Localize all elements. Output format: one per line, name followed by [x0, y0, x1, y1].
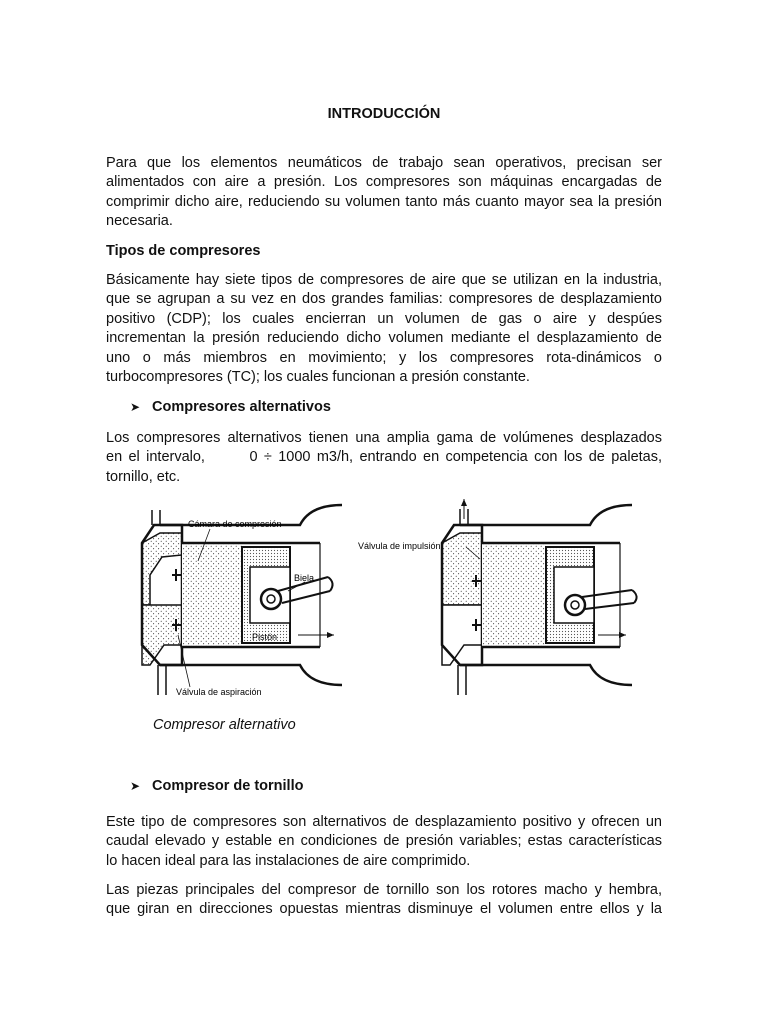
bullet-alternativos: [130, 399, 331, 415]
piezas-paragraph: [106, 881, 662, 920]
tornillo-paragraph: [106, 813, 662, 871]
tipos-line: Básicamente hay siete tipos de compresores de aire que se utilizan en la industria,: [106, 272, 662, 288]
alternativos-line: tornillo, etc.: [106, 468, 181, 485]
intro-line: alimentados con aire a presión. Los compresores son máquinas encargadas de: [106, 174, 662, 191]
figure-caption: Compresor alternativo: [153, 717, 296, 733]
label-impulsion: Válvula de impulsión: [358, 541, 441, 551]
label-camara: Cámara de compresión: [188, 519, 282, 529]
label-piston: Pistón: [252, 632, 278, 642]
tipos-line: incrementan la presión reduciendo dicho volumen mediante el desplazamiento de: [106, 330, 662, 347]
tipos-line: uno o más miembros en movimiento; y los compresores rota-dinámicos o: [106, 349, 662, 366]
compressor-diagram: [120, 495, 660, 705]
right-compressor: [442, 499, 637, 695]
tornillo-line: caudal elevado y estable en condiciones de presión variables; estas características: [106, 833, 662, 850]
page-title: INTRODUCCIÓN: [327, 106, 441, 122]
intro-line: comprimir dicho aire, reduciendo su volumen tanto más cuanto mayor sea la presión: [106, 193, 662, 210]
tipos-line: positivo (CDP); los cuales encierran un volumen de gas o aire y despúes: [106, 310, 662, 327]
piezas-line: que giran en direcciones opuestas mientras disminuye el volumen entre ellos y la: [106, 901, 662, 918]
bullet-label: Compresor de tornillo: [152, 778, 304, 794]
intro-paragraph: [106, 154, 662, 232]
label-biela: Biela: [294, 573, 315, 583]
intro-line: Para que los elementos neumáticos de trabajo sean operativos, precisan ser: [106, 155, 662, 171]
piezas-line: Las piezas principales del compresor de tornillo son los rotores macho y hembra,: [106, 882, 662, 898]
arrow-bullet-icon: ➤: [130, 779, 141, 793]
arrow-bullet-icon: ➤: [130, 400, 141, 414]
alternativos-line: en el intervalo, 0 ÷ 1000 m3/h, entrando en competencia con los de paletas,: [106, 449, 662, 466]
label-aspiracion: Válvula de aspiración: [176, 687, 262, 697]
tornillo-line: lo hacen ideal para las instalaciones de aire comprimido.: [106, 852, 471, 869]
left-compressor: [142, 505, 342, 695]
tipos-line: turbocompresores (TC); los cuales funcionan a presión constante.: [106, 369, 530, 386]
intro-line: necesaria.: [106, 213, 173, 230]
tipos-line: que se agrupan a su vez en dos grandes familias: compresores de desplazamiento: [106, 291, 662, 308]
bullet-label: Compresores alternativos: [152, 399, 331, 415]
tipos-paragraph: [106, 271, 662, 387]
alternativos-paragraph: [106, 429, 662, 487]
alternativos-line: Los compresores alternativos tienen una amplia gama de volúmenes desplazados: [106, 430, 662, 446]
bullet-tornillo: [130, 778, 303, 794]
heading-tipos: Tipos de compresores: [106, 243, 261, 259]
tornillo-line: Este tipo de compresores son alternativos de desplazamiento positivo y ofrecen un: [106, 814, 662, 830]
